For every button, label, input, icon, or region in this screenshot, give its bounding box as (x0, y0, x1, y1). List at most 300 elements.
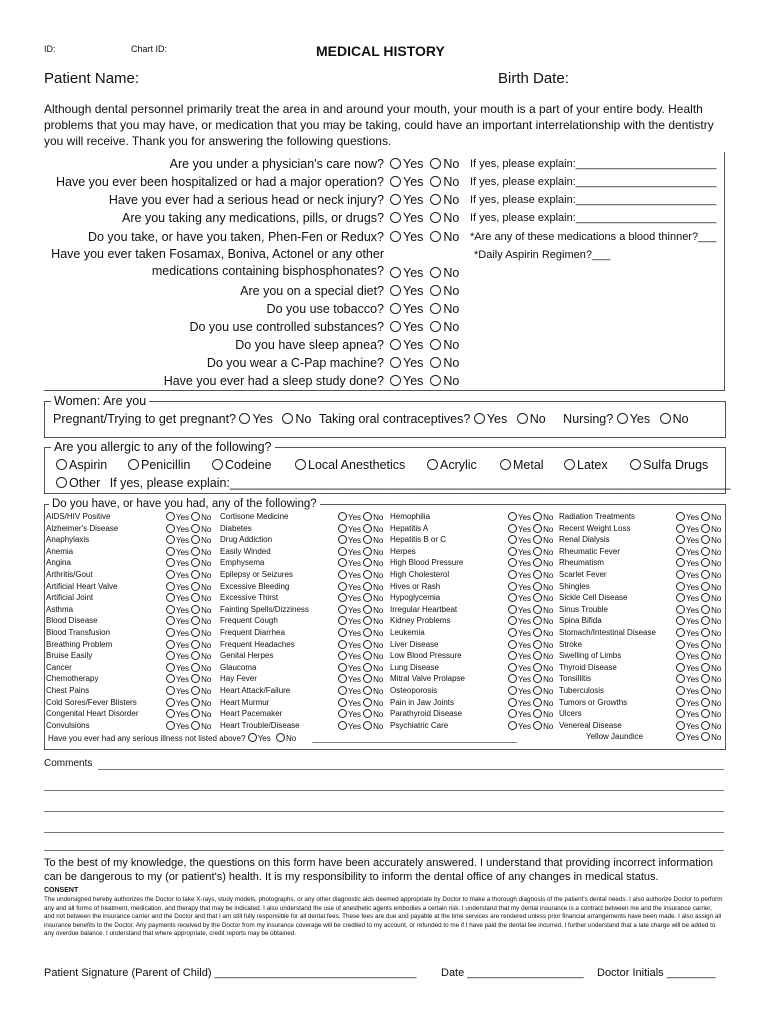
disease-name: Scarlet Fever (559, 570, 607, 579)
disease-no-radio[interactable] (701, 558, 710, 567)
disease-no-radio[interactable] (191, 524, 200, 533)
disease-yes-radio[interactable] (338, 570, 347, 579)
question-5-yes-radio[interactable] (390, 231, 401, 242)
contraceptives-no-radio[interactable] (517, 413, 528, 424)
question-8-no-radio[interactable] (430, 303, 441, 314)
question-3-yes-radio[interactable] (390, 194, 401, 205)
question-2-no-radio[interactable] (430, 176, 441, 187)
disease-yes-radio[interactable] (676, 651, 685, 660)
no-label: No (543, 629, 554, 638)
disease-yes-radio[interactable] (338, 721, 347, 730)
yes-label: Yes (348, 629, 362, 638)
question-answer (390, 300, 459, 318)
allergy-radio[interactable] (564, 459, 575, 470)
question-answer (390, 228, 459, 246)
disease-name: Cancer (46, 662, 72, 672)
disease-yes-radio[interactable] (338, 558, 347, 567)
disease-no-radio[interactable] (363, 558, 372, 567)
disease-name: Tumors or Growths (559, 697, 628, 707)
disease-yes-radio[interactable] (338, 547, 347, 556)
disease-answer (508, 674, 553, 686)
disease-no-radio[interactable] (363, 582, 372, 591)
disease-yes-radio[interactable] (676, 663, 685, 672)
disease-yes-radio[interactable] (338, 709, 347, 718)
disease-yes-radio[interactable] (676, 616, 685, 625)
no-label: No (543, 536, 554, 546)
disease-yes-radio[interactable] (338, 628, 347, 637)
disease-no-radio[interactable] (191, 535, 200, 544)
disease-yes-radio[interactable] (166, 547, 175, 556)
disease-yes-radio[interactable] (508, 674, 517, 683)
question-1-yes-radio[interactable] (390, 158, 401, 169)
disease-no-radio[interactable] (191, 640, 200, 649)
allergy-option[interactable] (500, 458, 544, 472)
disease-answer (166, 570, 211, 582)
allergy-radio[interactable] (630, 459, 641, 470)
patient-name-label[interactable]: Patient Name: (44, 70, 140, 87)
disease-no-radio[interactable] (701, 547, 710, 556)
disease-yes-radio[interactable] (676, 686, 685, 695)
disease-yes-radio[interactable] (166, 709, 175, 718)
disease-answer (338, 651, 383, 663)
allergy-explain[interactable]: If yes, please explain:________________________________________________________________________ (109, 476, 731, 490)
yes-label: Yes (686, 513, 700, 522)
disease-yes-radio[interactable] (508, 605, 517, 614)
disease-no-radio[interactable] (701, 663, 710, 672)
question-3-no-radio[interactable] (430, 194, 441, 205)
disease-no-radio[interactable] (533, 640, 542, 649)
disease-yes-radio[interactable] (166, 593, 175, 602)
disease-yes-radio[interactable] (338, 535, 347, 544)
disease-no-radio[interactable] (363, 512, 372, 521)
disease-yes-radio[interactable] (338, 512, 347, 521)
disease-no-radio[interactable] (701, 570, 710, 579)
yes-label: Yes (348, 710, 362, 720)
disease-no-radio[interactable] (191, 616, 200, 625)
disease-no-radio[interactable] (533, 570, 542, 579)
disease-no-radio[interactable] (363, 721, 372, 730)
disease-no-radio[interactable] (533, 524, 542, 533)
disease-yes-radio[interactable] (508, 686, 517, 695)
no-label: No (443, 230, 460, 244)
disease-no-radio[interactable] (533, 512, 542, 521)
question-extra[interactable]: If yes, please explain:_______________________ (470, 176, 717, 188)
allergy-option[interactable] (56, 458, 107, 472)
disease-no-radio[interactable] (363, 593, 372, 602)
disease-yes-radio[interactable] (676, 593, 685, 602)
disease-name: Artificial Joint (46, 593, 94, 603)
question-7-no-radio[interactable] (430, 285, 441, 296)
disease-yes-radio[interactable] (676, 674, 685, 683)
disease-yes-radio[interactable] (338, 616, 347, 625)
disease-yes-radio[interactable] (508, 709, 517, 718)
disease-yes-radio[interactable] (508, 663, 517, 672)
doctor-initials[interactable]: Doctor Initials ________ (597, 967, 716, 979)
id-label: ID: (44, 44, 56, 54)
intro-text: Although dental personnel primarily treat the area in and around your mouth, your mouth is a part of your entire body. Health problems that you may have, or medication that you may be taking, could have an important interrelationship with the dentistry you will receive. Thank you for answering the following questions. (44, 102, 714, 148)
disease-no-radio[interactable] (191, 674, 200, 683)
disease-answer (676, 605, 721, 617)
disease-name: Shingles (559, 581, 590, 591)
serious-no-radio[interactable] (276, 733, 285, 742)
disease-no-radio[interactable] (191, 605, 200, 614)
disease-yes-radio[interactable] (676, 605, 685, 614)
disease-yes-radio[interactable] (508, 512, 517, 521)
question-11-yes-radio[interactable] (390, 357, 401, 368)
disease-no-radio[interactable] (533, 651, 542, 660)
disease-name: Fainting Spells/Dizziness (220, 604, 309, 614)
no-label: No (443, 374, 460, 388)
question-extra[interactable]: If yes, please explain:_______________________ (470, 212, 717, 224)
allergy-option[interactable] (630, 458, 708, 472)
no-label: No (373, 698, 384, 708)
disease-yes-radio[interactable] (166, 721, 175, 730)
disease-no-radio[interactable] (533, 674, 542, 683)
disease-answer (508, 512, 553, 524)
disease-yes-radio[interactable] (508, 616, 517, 625)
disease-no-radio[interactable] (363, 535, 372, 544)
nursing-no-radio[interactable] (660, 413, 671, 424)
disease-no-radio[interactable] (701, 512, 710, 521)
allergy-option[interactable] (128, 458, 190, 472)
disease-yes-radio[interactable] (166, 558, 175, 567)
question-text: Are you taking any medications, pills, or drugs? (122, 211, 384, 225)
birth-date-label[interactable]: Birth Date: (498, 70, 569, 87)
disease-yes-radio[interactable] (508, 640, 517, 649)
disease-yes-radio[interactable] (166, 674, 175, 683)
question-9-no-radio[interactable] (430, 321, 441, 332)
disease-no-radio[interactable] (533, 686, 542, 695)
disease-yes-radio[interactable] (166, 605, 175, 614)
disease-no-radio[interactable] (533, 616, 542, 625)
disease-yes-radio[interactable] (166, 616, 175, 625)
allergy-radio[interactable] (212, 459, 223, 470)
disease-yes-radio[interactable] (676, 628, 685, 637)
disease-no-radio[interactable] (533, 698, 542, 707)
disease-no-radio[interactable] (533, 663, 542, 672)
disease-no-radio[interactable] (363, 605, 372, 614)
allergy-other-radio[interactable] (56, 477, 67, 488)
question-4-no-radio[interactable] (430, 212, 441, 223)
disease-answer (166, 640, 211, 652)
no-label: No (373, 594, 384, 604)
disease-answer (676, 651, 721, 663)
question-extra[interactable]: If yes, please explain:_______________________ (470, 194, 717, 206)
allergy-option[interactable] (295, 458, 405, 472)
no-label: No (543, 559, 554, 569)
disease-answer (676, 582, 721, 594)
disease-no-radio[interactable] (701, 605, 710, 614)
no-label: No (201, 605, 212, 615)
pregnant-yes-radio[interactable] (239, 413, 250, 424)
disease-yes-radio[interactable] (338, 663, 347, 672)
yes-label: Yes (348, 698, 362, 708)
disease-yes-radio[interactable] (676, 570, 685, 579)
disease-yes-radio[interactable] (508, 547, 517, 556)
disease-no-radio[interactable] (533, 605, 542, 614)
disease-no-radio[interactable] (363, 709, 372, 718)
disease-yes-radio[interactable] (676, 535, 685, 544)
disease-yes-radio[interactable] (676, 512, 685, 521)
disease-name: Chest Pains (46, 686, 90, 695)
disease-yes-radio[interactable] (166, 535, 175, 544)
disease-yes-radio[interactable] (338, 593, 347, 602)
disease-name: Frequent Cough (220, 616, 278, 626)
question-text: Are you on a special diet? (240, 284, 384, 298)
disease-no-radio[interactable] (191, 651, 200, 660)
disease-no-radio[interactable] (701, 651, 710, 660)
comment-line[interactable] (44, 811, 724, 812)
question-9-yes-radio[interactable] (390, 321, 401, 332)
disease-no-radio[interactable] (363, 686, 372, 695)
question-4-yes-radio[interactable] (390, 212, 401, 223)
comment-line[interactable] (44, 850, 724, 851)
allergy-option[interactable] (564, 458, 608, 472)
disease-no-radio[interactable] (191, 570, 200, 579)
disease-yes-radio[interactable] (676, 547, 685, 556)
yes-label: Yes (686, 559, 700, 569)
question-11-no-radio[interactable] (430, 357, 441, 368)
disease-answer (338, 547, 383, 559)
disease-no-radio[interactable] (363, 698, 372, 707)
disease-no-radio[interactable] (191, 709, 200, 718)
comment-line[interactable] (98, 769, 724, 770)
disease-no-radio[interactable] (363, 640, 372, 649)
allergy-radio[interactable] (500, 459, 511, 470)
disease-no-radio[interactable] (701, 721, 710, 730)
disease-no-radio[interactable] (191, 512, 200, 521)
question-7-yes-radio[interactable] (390, 285, 401, 296)
disease-no-radio[interactable] (363, 628, 372, 637)
disease-no-radio[interactable] (533, 582, 542, 591)
question-10-no-radio[interactable] (430, 339, 441, 350)
disease-no-radio[interactable] (701, 593, 710, 602)
disease-yes-radio[interactable] (676, 558, 685, 567)
no-label: No (443, 356, 460, 370)
question-answer (390, 155, 459, 173)
disease-name: Asthma (46, 604, 74, 614)
disease-yes-radio[interactable] (676, 732, 685, 741)
disease-yes-radio[interactable] (508, 628, 517, 637)
disease-yes-radio[interactable] (508, 535, 517, 544)
no-label: No (201, 582, 212, 592)
disease-yes-radio[interactable] (166, 686, 175, 695)
question-6-yes-radio[interactable] (390, 267, 401, 278)
disease-no-radio[interactable] (701, 709, 710, 718)
disease-yes-radio[interactable] (338, 698, 347, 707)
allergy-label: Metal (513, 458, 544, 472)
yes-label: Yes (403, 356, 424, 370)
disease-answer (338, 512, 383, 524)
disease-yes-radio[interactable] (338, 582, 347, 591)
disease-name: Swelling of Limbs (559, 651, 622, 661)
disease-no-radio[interactable] (191, 582, 200, 591)
disease-no-radio[interactable] (701, 582, 710, 591)
question-12-yes-radio[interactable] (390, 375, 401, 386)
disease-no-radio[interactable] (701, 640, 710, 649)
question-5-no-radio[interactable] (430, 231, 441, 242)
disease-yes-radio[interactable] (676, 524, 685, 533)
disease-no-radio[interactable] (701, 628, 710, 637)
question-extra[interactable]: *Are any of these medications a blood thinner?___ (470, 231, 717, 243)
disease-no-radio[interactable] (363, 616, 372, 625)
disease-yes-radio[interactable] (676, 709, 685, 718)
no-label: No (711, 605, 722, 615)
disease-no-radio[interactable] (533, 721, 542, 730)
disease-no-radio[interactable] (191, 628, 200, 637)
yes-label: Yes (686, 617, 700, 627)
disease-no-radio[interactable] (533, 558, 542, 567)
allergy-option[interactable] (427, 458, 477, 472)
yes-label: Yes (518, 687, 532, 696)
no-label: No (543, 640, 554, 650)
disease-no-radio[interactable] (701, 698, 710, 707)
disease-yes-radio[interactable] (338, 686, 347, 695)
disease-yes-radio[interactable] (166, 663, 175, 672)
disease-yes-radio[interactable] (676, 698, 685, 707)
disease-yes-radio[interactable] (508, 721, 517, 730)
disease-yes-radio[interactable] (166, 524, 175, 533)
pregnant-no-radio[interactable] (282, 413, 293, 424)
question-8-yes-radio[interactable] (390, 303, 401, 314)
disease-answer (508, 721, 553, 733)
disease-yes-radio[interactable] (166, 582, 175, 591)
serious-yes-radio[interactable] (248, 733, 257, 742)
disease-yes-radio[interactable] (338, 524, 347, 533)
allergy-label: Acrylic (440, 458, 477, 472)
disease-answer (166, 558, 211, 570)
disease-no-radio[interactable] (533, 709, 542, 718)
disease-no-radio[interactable] (363, 674, 372, 683)
no-label: No (201, 721, 212, 731)
disease-yes-radio[interactable] (338, 640, 347, 649)
question-2-yes-radio[interactable] (390, 176, 401, 187)
disease-yes-radio[interactable] (166, 628, 175, 637)
disease-yes-radio[interactable] (166, 651, 175, 660)
allergy-radio[interactable] (56, 459, 67, 470)
disease-answer (676, 674, 721, 686)
disease-no-radio[interactable] (701, 616, 710, 625)
allergy-label: Codeine (225, 458, 272, 472)
yes-label: Yes (686, 629, 700, 638)
allergy-radio[interactable] (427, 459, 438, 470)
no-label: No (295, 412, 312, 426)
question-1-no-radio[interactable] (430, 158, 441, 169)
yes-label: Yes (348, 559, 362, 569)
disease-no-radio[interactable] (533, 535, 542, 544)
disease-no-radio[interactable] (363, 547, 372, 556)
disease-yes-radio[interactable] (508, 558, 517, 567)
disease-yes-radio[interactable] (166, 570, 175, 579)
question-12-no-radio[interactable] (430, 375, 441, 386)
disease-no-radio[interactable] (363, 651, 372, 660)
question-extra[interactable]: If yes, please explain:_______________________ (470, 158, 717, 170)
disease-no-radio[interactable] (701, 524, 710, 533)
disease-no-radio[interactable] (191, 698, 200, 707)
disease-no-radio[interactable] (701, 535, 710, 544)
disease-no-radio[interactable] (363, 663, 372, 672)
no-label: No (543, 710, 554, 720)
patient-signature[interactable]: Patient Signature (Parent of Child) _________________________________ (44, 967, 417, 979)
disease-no-radio[interactable] (191, 547, 200, 556)
disease-yes-radio[interactable] (338, 651, 347, 660)
disease-name: Liver Disease (390, 639, 439, 649)
disease-yes-radio[interactable] (166, 512, 175, 521)
no-label: No (443, 302, 460, 316)
disease-no-radio[interactable] (191, 686, 200, 695)
disease-yes-radio[interactable] (508, 570, 517, 579)
allergy-other-row (56, 476, 731, 490)
disease-yes-radio[interactable] (166, 640, 175, 649)
disease-yes-radio[interactable] (508, 593, 517, 602)
question-6-no-radio[interactable] (430, 267, 441, 278)
allergy-radio[interactable] (295, 459, 306, 470)
disease-yes-radio[interactable] (338, 674, 347, 683)
allergy-radio[interactable] (128, 459, 139, 470)
yes-label: Yes (348, 536, 362, 546)
no-label: No (543, 687, 554, 696)
signature-date[interactable]: Date ___________________ (441, 967, 584, 979)
comment-line[interactable] (44, 790, 724, 791)
disease-yes-radio[interactable] (338, 605, 347, 614)
disease-yes-radio[interactable] (676, 582, 685, 591)
disease-no-radio[interactable] (701, 686, 710, 695)
nursing-yes-radio[interactable] (617, 413, 628, 424)
no-label: No (711, 687, 722, 696)
serious-illness-line[interactable]: ______________________________________________ (312, 734, 518, 743)
disease-no-radio[interactable] (363, 570, 372, 579)
disease-no-radio[interactable] (191, 721, 200, 730)
no-label: No (201, 594, 212, 604)
disease-no-radio[interactable] (363, 524, 372, 533)
disease-answer (338, 628, 383, 640)
comment-line[interactable] (44, 832, 724, 833)
disease-yes-radio[interactable] (676, 640, 685, 649)
disease-no-radio[interactable] (191, 593, 200, 602)
disease-no-radio[interactable] (533, 547, 542, 556)
disease-no-radio[interactable] (533, 628, 542, 637)
disease-no-radio[interactable] (701, 732, 710, 741)
no-label: No (443, 211, 460, 225)
question-extra[interactable]: *Daily Aspirin Regimen?___ (474, 249, 611, 261)
no-label: No (285, 734, 297, 743)
no-label: No (373, 571, 384, 580)
yes-label: Yes (176, 710, 190, 720)
disease-no-radio[interactable] (701, 674, 710, 683)
question-text: Do you wear a C-Pap machine? (206, 356, 384, 370)
disease-no-radio[interactable] (191, 558, 200, 567)
contraceptives-yes-radio[interactable] (474, 413, 485, 424)
disease-yes-radio[interactable] (508, 651, 517, 660)
no-label: No (201, 629, 212, 638)
disease-answer (166, 616, 211, 628)
disease-answer (508, 547, 553, 559)
disease-yes-radio[interactable] (166, 698, 175, 707)
disease-no-radio[interactable] (533, 593, 542, 602)
disease-name: Arthritis/Gout (46, 570, 93, 579)
disease-yes-radio[interactable] (676, 721, 685, 730)
no-label: No (373, 513, 384, 522)
allergy-option[interactable] (212, 458, 272, 472)
disease-no-radio[interactable] (191, 663, 200, 672)
disease-yes-radio[interactable] (508, 524, 517, 533)
disease-name: Heart Murmur (220, 697, 270, 707)
disease-name: Low Blood Pressure (390, 651, 462, 661)
disease-yes-radio[interactable] (508, 582, 517, 591)
disease-answer (166, 524, 211, 536)
question-10-yes-radio[interactable] (390, 339, 401, 350)
disease-yes-radio[interactable] (508, 698, 517, 707)
